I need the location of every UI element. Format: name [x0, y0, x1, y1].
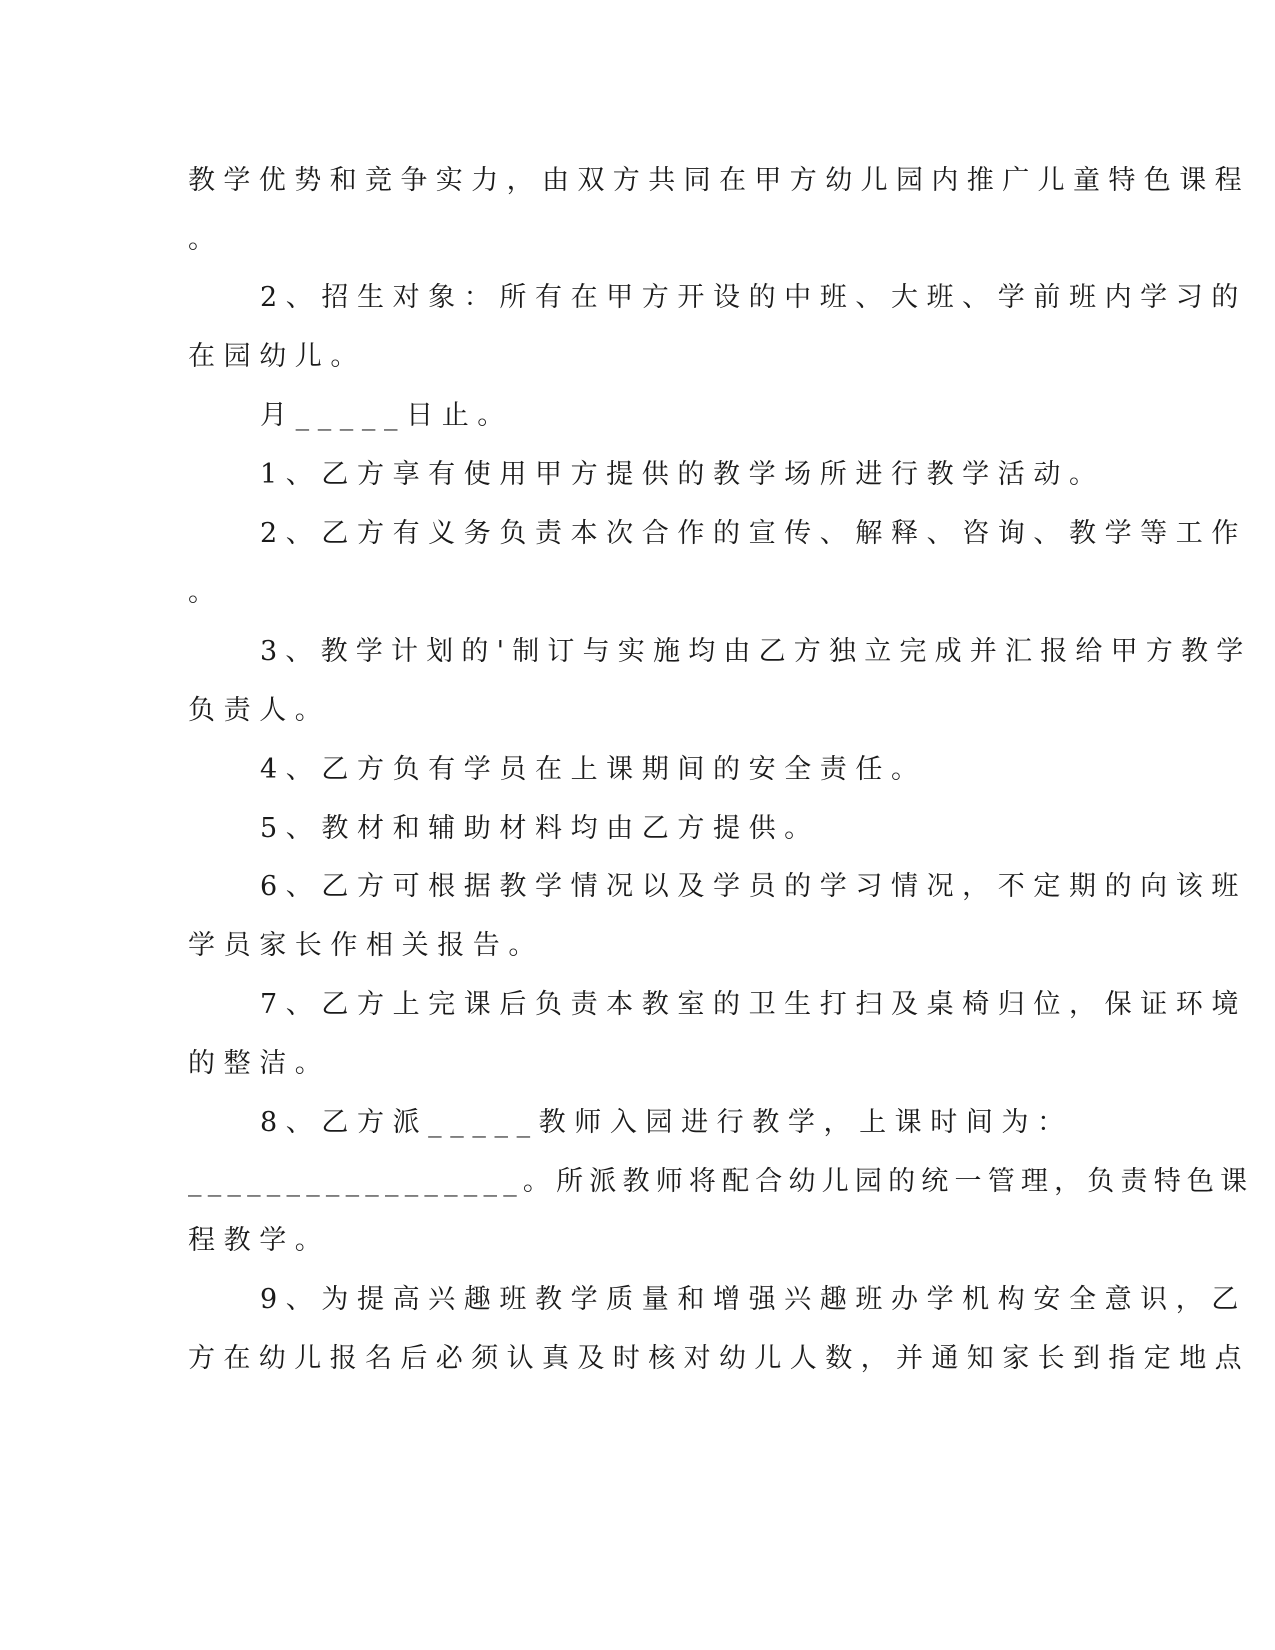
- text-line: 教学优势和竞争实力，由双方共同在甲方幼儿园内推广儿童特色课程: [188, 165, 1250, 196]
- text-line: 6、乙方可根据教学情况以及学员的学习情况，不定期的向该班: [260, 871, 1247, 902]
- text-line: 在园幼儿。: [188, 341, 366, 372]
- text-line: 9、为提高兴趣班教学质量和增强兴趣班办学机构安全意识，乙: [260, 1284, 1247, 1315]
- text-line: 2、招生对象：所有在甲方开设的中班、大班、学前班内学习的: [260, 282, 1247, 313]
- text-line: 5、教材和辅助材料均由乙方提供。: [260, 813, 820, 844]
- text-line: 负责人。: [188, 695, 331, 726]
- text-line: 7、乙方上完课后负责本教室的卫生打扫及桌椅归位，保证环境: [260, 989, 1247, 1020]
- text-line: 。: [188, 577, 224, 608]
- text-line: 。: [188, 224, 224, 255]
- text-line: 方在幼儿报名后必须认真及时核对幼儿人数，并通知家长到指定地点: [188, 1343, 1250, 1374]
- text-line: 8、乙方派_____教师入园进行教学，上课时间为：: [260, 1107, 1073, 1138]
- text-line: 月_____日止。: [260, 400, 513, 431]
- text-line: 的整洁。: [188, 1048, 331, 1079]
- text-line: 学员家长作相关报告。: [188, 930, 544, 961]
- text-line: 程教学。: [188, 1225, 331, 1256]
- text-line: 2、乙方有义务负责本次合作的宣传、解释、咨询、教学等工作: [260, 518, 1247, 549]
- text-line: 1、乙方享有使用甲方提供的教学场所进行教学活动。: [260, 459, 1105, 490]
- text-line: 3、教学计划的'制订与实施均由乙方独立完成并汇报给甲方教学: [260, 636, 1252, 667]
- text-line: _________________。所派教师将配合幼儿园的统一管理，负责特色课: [188, 1166, 1254, 1197]
- text-line: 4、乙方负有学员在上课期间的安全责任。: [260, 754, 927, 785]
